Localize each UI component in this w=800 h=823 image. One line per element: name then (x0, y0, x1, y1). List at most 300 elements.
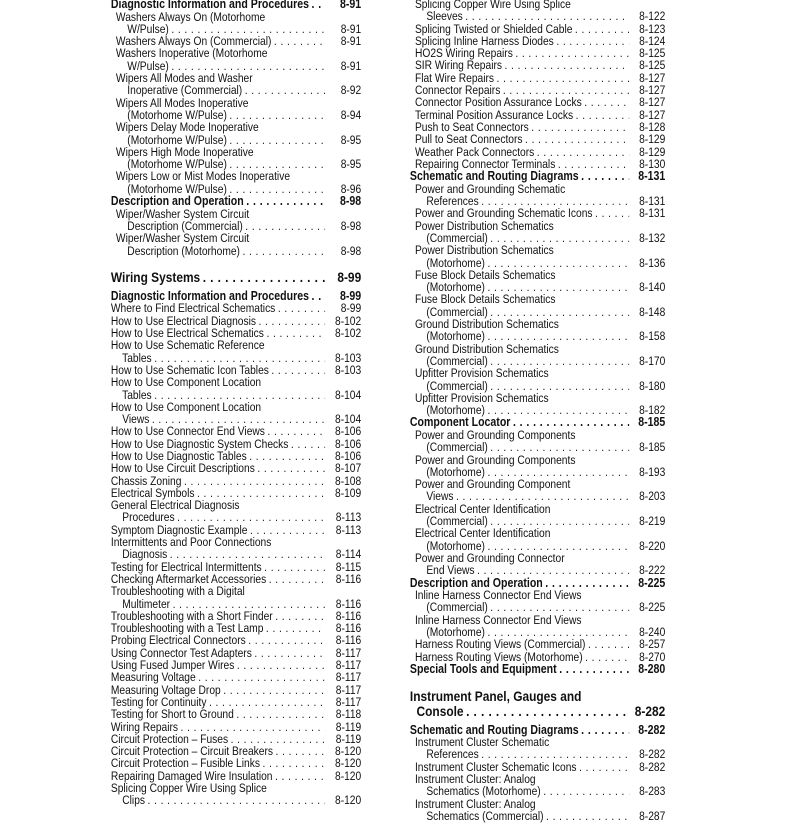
page-number: 8-203 (639, 489, 666, 504)
dot-leader (262, 757, 325, 769)
entry-title: (Motorhome) (414, 255, 485, 270)
toc-entry (111, 0, 361, 11)
entry-title: Using Connector Test Adapters (110, 645, 252, 660)
entry-title: Fuse Block Details Schematics (414, 267, 556, 282)
entry-title: Measuring Voltage (110, 670, 196, 685)
entry-title: Washers Always On (Commercial) (115, 34, 272, 49)
dot-leader (531, 121, 629, 133)
entry-title: (Commercial) (414, 440, 488, 455)
subsection-title: Special Tools and Equipment (409, 661, 557, 676)
entry-title: Testing for Electrical Intermittents (110, 559, 262, 574)
entry-title: Testing for Short to Ground (110, 707, 234, 722)
page-number: 8-116 (335, 633, 362, 648)
section-title: Instrument Panel, Gauges and (409, 688, 582, 705)
dot-leader (254, 647, 325, 659)
toc-entry (410, 690, 665, 705)
page-number: 8-113 (335, 522, 362, 537)
entry-title: Instrument Cluster: Analog (414, 796, 536, 811)
page-number: 8-282 (638, 722, 666, 737)
dot-leader (466, 705, 629, 720)
dot-leader (481, 748, 629, 760)
page-number: 8-131 (639, 194, 666, 209)
page-number: 8-225 (638, 575, 666, 590)
dot-leader (575, 23, 629, 35)
entry-title: (Motorhome) (414, 403, 485, 418)
page-number: 8-98 (340, 218, 362, 233)
entry-title: Terminal Position Assurance Locks (414, 107, 574, 122)
entry-title: Instrument Cluster Schematic Icons (414, 759, 577, 774)
page-number: 8-116 (335, 571, 362, 586)
entry-title: Harness Routing Views (Motorhome) (414, 649, 583, 664)
page-number: 8-222 (639, 563, 666, 578)
entry-title: Fuse Block Details Schematics (414, 292, 556, 307)
page-number: 8-127 (639, 70, 666, 85)
entry-title: Using Fused Jumper Wires (110, 658, 235, 673)
entry-title: How to Use Component Location (110, 399, 262, 414)
page-number: 8-99 (340, 288, 362, 303)
entry-title: Splicing Copper Wire Using Splice (110, 781, 267, 795)
dot-leader (465, 10, 629, 22)
toc-entry (410, 96, 665, 108)
page-number: 8-136 (639, 255, 666, 270)
dot-leader (490, 380, 629, 392)
page-number: 8-95 (340, 157, 362, 172)
dot-leader (184, 475, 325, 487)
toc-entry (410, 59, 665, 71)
dot-leader (198, 671, 325, 683)
toc-entry (410, 133, 665, 145)
toc-entry (111, 170, 361, 182)
page-number: 8-116 (335, 596, 362, 611)
page-number: 8-119 (335, 731, 362, 746)
entry-title: (Motorhome W/Pulse) (115, 132, 227, 147)
dot-leader (170, 548, 325, 560)
dot-leader (311, 290, 325, 303)
entry-title: Intermittents and Poor Connections (110, 535, 272, 550)
dot-leader (291, 438, 325, 450)
page-number: 8-117 (335, 670, 362, 685)
dot-leader (477, 564, 629, 576)
entry-title: Electrical Center Identification (414, 526, 551, 541)
dot-leader (576, 109, 629, 121)
dot-leader (245, 84, 325, 96)
dot-leader (245, 220, 325, 232)
page-number: 8-185 (639, 440, 666, 455)
page-number: 8-282 (639, 747, 666, 762)
entry-title: Power and Grounding Components (414, 427, 576, 442)
entry-title: (Commercial) (414, 600, 488, 615)
page-number: 8-96 (340, 181, 362, 196)
entry-title: Troubleshooting with a Test Lamp (110, 621, 264, 636)
toc-entry (111, 271, 361, 286)
page-number: 8-125 (639, 46, 666, 61)
dot-leader (266, 622, 325, 634)
page-number: 8-98 (340, 243, 362, 258)
page-number: 8-124 (639, 33, 666, 48)
entry-title: Wipers All Modes and Washer (115, 71, 253, 86)
page-number: 8-99 (340, 301, 362, 316)
page-number: 8-108 (335, 473, 362, 488)
dot-leader (275, 610, 325, 622)
entry-title: (Motorhome) (414, 329, 485, 344)
page-number: 8-95 (340, 132, 362, 147)
page-number: 8-91 (340, 58, 362, 73)
page-number: 8-127 (639, 107, 666, 122)
page-number: 8-106 (335, 436, 362, 451)
entry-title: (Commercial) (414, 304, 488, 319)
entry-title: Electrical Symbols (110, 485, 195, 500)
entry-title: (Motorhome W/Pulse) (115, 157, 227, 172)
entry-title: Power and Grounding Components (414, 452, 576, 467)
subsection-title: Description and Operation (110, 194, 244, 209)
entry-title: Connector Position Assurance Locks (414, 95, 582, 110)
entry-title: Harness Routing Views (Commercial) (414, 637, 586, 652)
page-number: 8-113 (335, 510, 362, 525)
page-number: 8-120 (335, 793, 362, 808)
entry-title: Power and Grounding Schematic Icons (414, 206, 593, 221)
dot-leader (505, 59, 630, 71)
dot-leader (269, 573, 325, 585)
entry-title: (Commercial) (414, 514, 488, 529)
entry-title: Description (Motorhome) (115, 243, 240, 258)
page-number: 8-282 (634, 703, 666, 720)
dot-leader (267, 425, 325, 437)
page-number: 8-98 (340, 194, 362, 209)
toc-entry (410, 527, 665, 539)
dot-leader (173, 598, 326, 610)
entry-title: Washers Inoperative (Motorhome (115, 46, 268, 61)
page-number: 8-92 (340, 83, 362, 98)
entry-title: Splicing Copper Wire Using Splice (414, 0, 571, 11)
dot-leader (181, 721, 326, 733)
page-number: 8-117 (335, 694, 362, 709)
page-number: 8-91 (340, 0, 362, 11)
entry-title: Tables (110, 387, 152, 402)
page-number: 8-129 (639, 132, 666, 147)
dot-leader (311, 0, 325, 11)
dot-leader (266, 327, 325, 339)
toc-entry (111, 671, 361, 683)
page-number: 8-102 (335, 326, 362, 341)
entry-title: Ground Distribution Schematics (414, 317, 559, 332)
toc-entry (111, 195, 361, 208)
entry-title: General Electrical Diagnosis (110, 498, 240, 513)
page-number: 8-116 (335, 621, 362, 636)
dot-leader (203, 271, 325, 286)
page-number: 8-280 (638, 661, 666, 676)
entry-title: Ground Distribution Schematics (414, 341, 559, 356)
toc-entry (410, 663, 665, 676)
entry-title: (Motorhome) (414, 625, 485, 640)
dot-leader (257, 462, 325, 474)
entry-title: Diagnosis (110, 547, 168, 562)
entry-title: Description (Commercial) (115, 218, 243, 233)
page-number: 8-158 (639, 329, 666, 344)
entry-title: Power and Grounding Schematic (414, 181, 566, 196)
entry-title: W/Pulse) (115, 58, 169, 73)
page-number: 8-287 (639, 808, 666, 823)
entry-title: How to Use Circuit Descriptions (110, 461, 255, 476)
page-number: 8-282 (639, 759, 666, 774)
page-number: 8-115 (335, 559, 362, 574)
page-number: 8-106 (335, 448, 362, 463)
entry-title: Troubleshooting with a Digital (110, 584, 245, 599)
entry-title: Wipers High Mode Inoperative (115, 144, 254, 159)
dot-leader (595, 207, 629, 219)
entry-title: How to Use Diagnostic System Checks (110, 436, 289, 451)
dot-leader (546, 810, 629, 822)
dot-leader (581, 724, 629, 737)
dot-leader (246, 195, 325, 208)
entry-title: W/Pulse) (115, 21, 169, 36)
toc-entry (111, 302, 361, 314)
toc-entry (111, 462, 361, 474)
entry-title: Clips (110, 793, 146, 808)
dot-leader (525, 133, 629, 145)
toc-entry (111, 232, 361, 244)
dot-leader (177, 511, 325, 523)
entry-title: Power and Grounding Component (414, 477, 571, 492)
entry-title: Washers Always On (Motorhome (115, 9, 266, 24)
dot-leader (487, 330, 629, 342)
entry-title: Measuring Voltage Drop (110, 682, 221, 697)
dot-leader (229, 183, 325, 195)
page-number: 8-130 (639, 156, 666, 171)
entry-title: Tables (110, 350, 152, 365)
entry-title: Instrument Cluster: Analog (414, 772, 536, 786)
toc-entry (111, 634, 361, 646)
entry-title: Chassis Zoning (110, 473, 182, 488)
entry-title: Troubleshooting with a Short Finder (110, 608, 273, 623)
page-number: 8-131 (638, 169, 666, 184)
entry-title: Multimeter (110, 596, 171, 611)
page-number: 8-103 (335, 362, 362, 377)
dot-leader (148, 794, 326, 806)
page-number: 8-103 (335, 350, 362, 365)
toc-entry (111, 121, 361, 133)
entry-title: Wiper/Washer System Circuit (115, 206, 250, 221)
entry-title: How to Use Electrical Diagnosis (110, 313, 256, 328)
entry-title: (Commercial) (414, 230, 488, 245)
page-number: 8-148 (639, 304, 666, 319)
entry-title: References (414, 194, 479, 209)
page-number: 8-117 (335, 658, 362, 673)
entry-title: (Commercial) (414, 378, 488, 393)
page-number: 8-127 (639, 83, 666, 98)
entry-title: Views (110, 412, 150, 427)
dot-leader (556, 35, 629, 47)
dot-leader (249, 450, 325, 462)
dot-leader (497, 72, 630, 84)
entry-title: SIR Wiring Repairs (414, 58, 503, 73)
page-number: 8-94 (340, 107, 362, 122)
toc-entry (410, 207, 665, 219)
toc-entry (111, 425, 361, 437)
entry-title: Wipers Low or Mist Modes Inoperative (115, 169, 291, 184)
entry-title: Wiper/Washer System Circuit (115, 231, 250, 246)
page-number: 8-129 (639, 144, 666, 159)
page-number: 8-120 (335, 756, 362, 771)
toc-entry (111, 708, 361, 720)
entry-title: (Motorhome W/Pulse) (115, 107, 227, 122)
entry-title: Inline Harness Connector End Views (414, 588, 582, 603)
subsection-title: Schematic and Routing Diagrams (409, 169, 579, 184)
page-number: 8-104 (335, 412, 362, 427)
page-number: 8-225 (639, 600, 666, 615)
entry-title: Inline Harness Connector End Views (414, 612, 582, 627)
page-number: 8-123 (639, 21, 666, 36)
page-number: 8-102 (335, 313, 362, 328)
entry-title: References (414, 747, 479, 762)
page-number: 8-117 (335, 682, 362, 697)
entry-title: (Motorhome) (414, 538, 485, 553)
entry-title: How to Use Component Location (110, 375, 262, 390)
dot-leader (456, 490, 629, 502)
page-number: 8-114 (335, 547, 362, 562)
section-title: Wiring Systems (110, 269, 201, 286)
page-number: 8-107 (335, 461, 362, 476)
entry-title: Checking Aftermarket Accessories (110, 571, 267, 586)
dot-leader (275, 770, 325, 782)
toc-entry (410, 244, 665, 256)
entry-title: Electrical Center Identification (414, 501, 551, 516)
page-number: 8-140 (639, 280, 666, 295)
page-number: 8-182 (639, 403, 666, 418)
dot-leader (264, 561, 325, 573)
page-number: 8-120 (335, 744, 362, 759)
dot-leader (237, 659, 325, 671)
dot-leader (585, 651, 629, 663)
dot-leader (543, 785, 629, 797)
entry-title: Schematics (Commercial) (414, 808, 544, 823)
page-number: 8-120 (335, 768, 362, 783)
toc-entry (111, 376, 361, 388)
entry-title: HO2S Wiring Repairs (414, 46, 513, 61)
page-number: 8-127 (639, 95, 666, 110)
page-number: 8-104 (335, 387, 362, 402)
section-title: Console (409, 703, 464, 720)
entry-title: Repairing Connector Terminals (414, 156, 556, 171)
subsection-title: Description and Operation (409, 575, 543, 590)
subsection-title: Schematic and Routing Diagrams (409, 722, 579, 737)
page-number: 8-91 (340, 21, 362, 36)
toc-entry (111, 721, 361, 733)
page-number: 8-128 (639, 119, 666, 134)
entry-title: (Motorhome) (414, 280, 485, 295)
page-number: 8-240 (639, 625, 666, 640)
entry-title: Testing for Continuity (110, 694, 207, 709)
toc-entry (111, 782, 361, 794)
toc-entry (410, 146, 665, 158)
page-number: 8-193 (639, 464, 666, 479)
entry-title: How to Use Electrical Schematics (110, 326, 264, 341)
dot-leader (236, 708, 325, 720)
page-number: 8-131 (639, 206, 666, 221)
dot-leader (229, 134, 325, 146)
entry-title: Circuit Protection – Fusible Links (110, 756, 260, 771)
page-number: 8-119 (335, 719, 362, 734)
page-number: 8-270 (639, 649, 666, 664)
dot-leader (248, 634, 325, 646)
page-number: 8-125 (639, 58, 666, 73)
toc-entry (410, 293, 665, 305)
entry-title: Flat Wire Repairs (414, 70, 495, 85)
page-number: 8-283 (639, 784, 666, 799)
entry-title: Symptom Diagnostic Example (110, 522, 248, 537)
dot-leader (515, 47, 629, 59)
page-number: 8-132 (639, 230, 666, 245)
entry-title: Connector Repairs (414, 83, 501, 98)
dot-leader (276, 745, 326, 757)
dot-leader (490, 441, 629, 453)
toc-entry (410, 170, 665, 183)
entry-title: (Motorhome) (414, 464, 485, 479)
entry-title: Repairing Damaged Wire Insulation (110, 768, 273, 783)
dot-leader (581, 170, 629, 183)
entry-title: Sleeves (414, 9, 463, 24)
dot-leader (487, 257, 629, 269)
dot-leader (584, 96, 629, 108)
entry-title: Power Distribution Schematics (414, 243, 554, 258)
dot-leader (258, 315, 325, 327)
subsection-title: Diagnostic Information and Procedures (110, 288, 309, 303)
entry-title: Procedures (110, 510, 175, 525)
entry-title: Wipers All Modes Inoperative (115, 95, 249, 110)
page-number: 8-180 (639, 378, 666, 393)
entry-title: Upfitter Provision Schematics (414, 390, 549, 405)
entry-title: Circuit Protection – Circuit Breakers (110, 744, 274, 759)
dot-leader (579, 761, 629, 773)
toc-entry (111, 339, 361, 351)
toc-column-right (410, 0, 665, 822)
entry-title: Pull to Seat Connectors (414, 132, 523, 147)
dot-leader (154, 389, 325, 401)
entry-title: (Motorhome W/Pulse) (115, 181, 227, 196)
toc-entry (111, 757, 361, 769)
entry-title: Power Distribution Schematics (414, 218, 554, 233)
dot-leader (490, 601, 629, 613)
subsection-title: Diagnostic Information and Procedures (110, 0, 309, 11)
entry-title: Push to Seat Connectors (414, 119, 529, 134)
entry-title: End Views (414, 563, 475, 578)
entry-title: Instrument Cluster Schematic (414, 735, 550, 750)
toc-column-left (111, 0, 361, 807)
entry-title: Wipers Delay Mode Inoperative (115, 120, 259, 135)
toc-entry (111, 47, 361, 59)
entry-title: How to Use Diagnostic Tables (110, 448, 247, 463)
entry-title: Power and Grounding Connector (414, 550, 565, 565)
entry-title: Circuit Protection – Fuses (110, 731, 229, 746)
entry-title: Views (414, 489, 454, 504)
toc-entry (410, 367, 665, 379)
entry-title: How to Use Schematic Reference (110, 338, 265, 353)
entry-title: Schematics (Motorhome) (414, 784, 541, 799)
entry-title: How to Use Connector End Views (110, 424, 265, 439)
entry-title: Inoperative (Commercial) (115, 83, 243, 98)
entry-title: Splicing Twisted or Shielded Cable (414, 21, 573, 36)
dot-leader (537, 146, 629, 158)
subsection-title: Component Locator (409, 415, 511, 430)
entry-title: Probing Electrical Connectors (110, 633, 246, 648)
page-number: 8-122 (639, 9, 666, 24)
entry-title: How to Use Schematic Icon Tables (110, 362, 269, 377)
page-number: 8-220 (639, 538, 666, 553)
page-number: 8-106 (335, 424, 362, 439)
page-number: 8-257 (639, 637, 666, 652)
toc-entry (111, 585, 361, 597)
page-number: 8-91 (340, 34, 362, 49)
dot-leader (223, 684, 325, 696)
